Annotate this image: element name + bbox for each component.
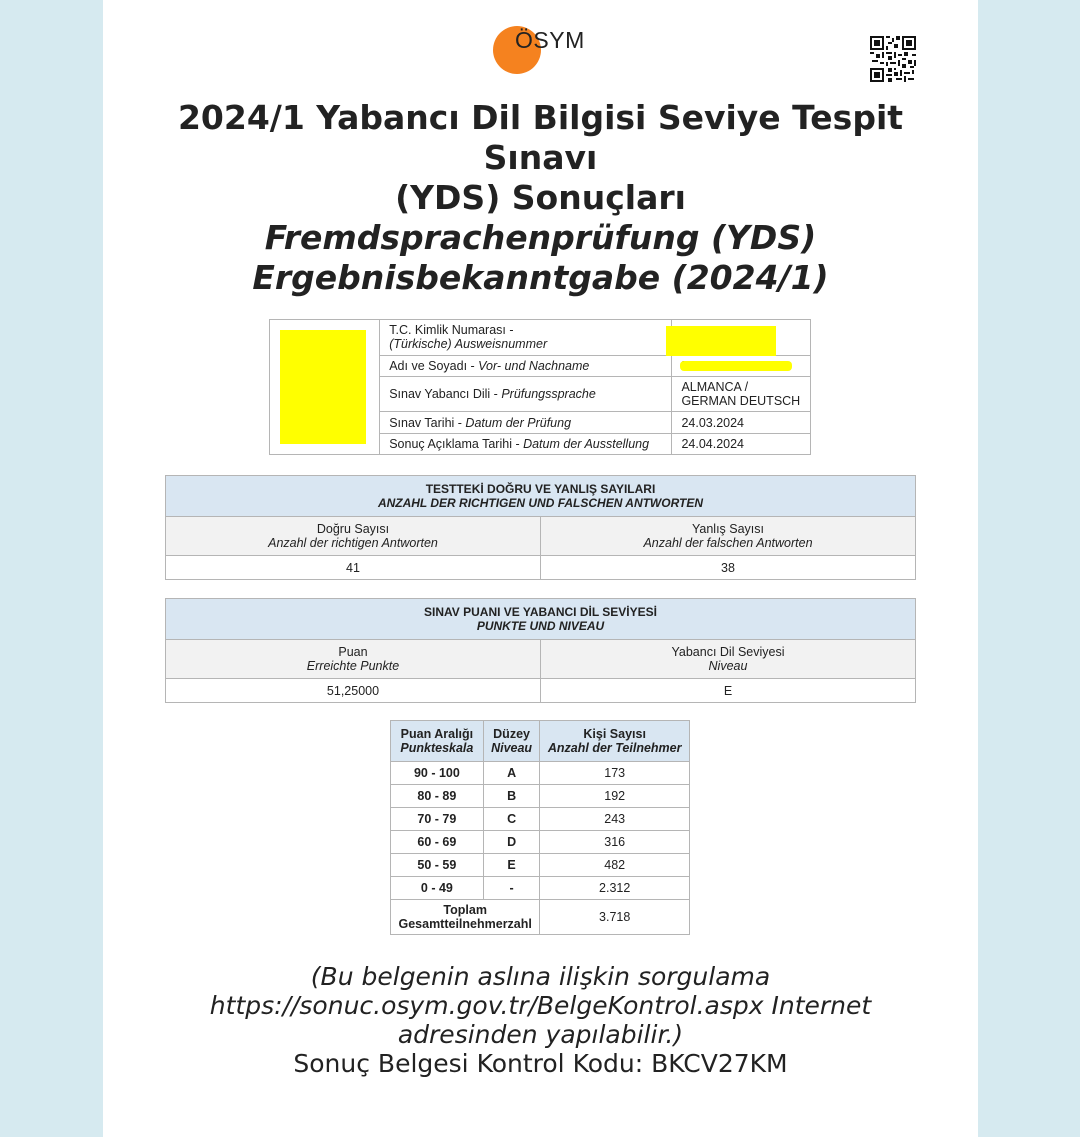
title-de-line-1: Fremdsprachenprüfung (YDS) — [264, 218, 817, 257]
info-label: Adı ve Soyadı - Vor- und Nachname — [380, 355, 672, 376]
count-header: Kişi Sayısı Anzahl der Teilnehmer — [540, 721, 690, 762]
note-line-3: adresinden yapılabilir.) — [397, 1020, 684, 1049]
score-subheader-row — [166, 640, 916, 679]
answers-value-row — [166, 556, 916, 580]
answers-subheader-row — [166, 517, 916, 556]
level-value: E — [541, 679, 916, 703]
osym-logo — [493, 24, 613, 78]
title-line-3: (YDS) Sonuçları — [395, 178, 686, 217]
distribution-table — [390, 720, 690, 935]
table-row — [391, 877, 690, 900]
correct-header: Doğru Sayısı Anzahl der richtigen Antworten — [166, 517, 541, 556]
info-label: Sonuç Açıklama Tarihi - Datum der Ausstellung — [380, 433, 672, 454]
score-value-row — [166, 679, 916, 703]
control-code: Sonuç Belgesi Kontrol Kodu: BKCV27KM — [293, 1049, 788, 1078]
wrong-count: 38 — [541, 556, 916, 580]
score-header-row — [166, 599, 916, 640]
table-row — [391, 808, 690, 831]
level-header: Yabancı Dil Seviyesi Niveau — [541, 640, 916, 679]
level-cell: D — [483, 831, 540, 854]
count-cell: 173 — [540, 762, 690, 785]
info-label: Sınav Tarihi - Datum der Prüfung — [380, 412, 672, 433]
table-row — [391, 762, 690, 785]
count-cell: 192 — [540, 785, 690, 808]
count-cell: 243 — [540, 808, 690, 831]
answers-table — [165, 475, 916, 580]
answers-header: TESTTEKİ DOĞRU VE YANLIŞ SAYILARI ANZAHL DER RICHTIGEN UND FALSCHEN ANTWORTEN — [166, 476, 916, 517]
correct-count: 41 — [166, 556, 541, 580]
distribution-header-row — [391, 721, 690, 762]
level-cell: A — [483, 762, 540, 785]
title-line-1: 2024/1 Yabancı Dil Bilgisi Seviye Tespit — [177, 98, 904, 137]
wrong-header: Yanlış Sayısı Anzahl der falschen Antworten — [541, 517, 916, 556]
info-value: 24.04.2024 — [672, 433, 811, 454]
verification-note — [103, 962, 978, 1078]
level-cell: C — [483, 808, 540, 831]
info-row — [270, 320, 811, 356]
redacted-id — [666, 326, 776, 356]
redacted-photo — [280, 330, 366, 444]
logo-text: ÖSYM — [515, 27, 585, 53]
range-header: Puan Aralığı Punkteskala — [391, 721, 484, 762]
info-value: 24.03.2024 — [672, 412, 811, 433]
count-cell: 482 — [540, 854, 690, 877]
answers-header-row — [166, 476, 916, 517]
info-label: Sınav Yabancı Dili - Prüfungssprache — [380, 376, 672, 412]
info-value — [672, 355, 811, 376]
points-value: 51,25000 — [166, 679, 541, 703]
verification-link: https://sonuc.osym.gov.tr/BelgeKontrol.aspx Internet — [209, 991, 872, 1020]
level-col-header: Düzey Niveau — [483, 721, 540, 762]
redacted-name — [680, 361, 792, 371]
count-cell: 2.312 — [540, 877, 690, 900]
level-cell: - — [483, 877, 540, 900]
total-label: Toplam Gesamtteilnehmerzahl — [391, 900, 540, 935]
info-value: ALMANCA / GERMAN DEUTSCH — [672, 376, 811, 412]
range-cell: 80 - 89 — [391, 785, 484, 808]
points-header: Puan Erreichte Punkte — [166, 640, 541, 679]
range-cell: 50 - 59 — [391, 854, 484, 877]
count-cell: 316 — [540, 831, 690, 854]
table-row — [391, 785, 690, 808]
score-header: SINAV PUANI VE YABANCI DİL SEVİYESİ PUNKTE UND NIVEAU — [166, 599, 916, 640]
document-title — [103, 98, 978, 298]
info-value — [672, 320, 811, 356]
info-label: T.C. Kimlik Numarası - (Türkische) Ausweisnummer — [380, 320, 672, 356]
total-row — [391, 900, 690, 935]
title-de-line-2: Ergebnisbekanntgabe (2024/1) — [252, 258, 829, 297]
photo-cell — [270, 320, 380, 455]
table-row — [391, 854, 690, 877]
title-line-2: Sınavı — [483, 138, 598, 177]
level-cell: B — [483, 785, 540, 808]
range-cell: 90 - 100 — [391, 762, 484, 785]
result-document — [103, 0, 978, 1137]
note-line-1: (Bu belgenin aslına ilişkin sorgulama — [310, 962, 771, 991]
level-cell: E — [483, 854, 540, 877]
range-cell: 60 - 69 — [391, 831, 484, 854]
table-row — [391, 831, 690, 854]
range-cell: 0 - 49 — [391, 877, 484, 900]
score-table — [165, 598, 916, 703]
total-value: 3.718 — [540, 900, 690, 935]
candidate-info-table — [269, 319, 811, 455]
qr-code-icon — [870, 36, 916, 82]
range-cell: 70 - 79 — [391, 808, 484, 831]
